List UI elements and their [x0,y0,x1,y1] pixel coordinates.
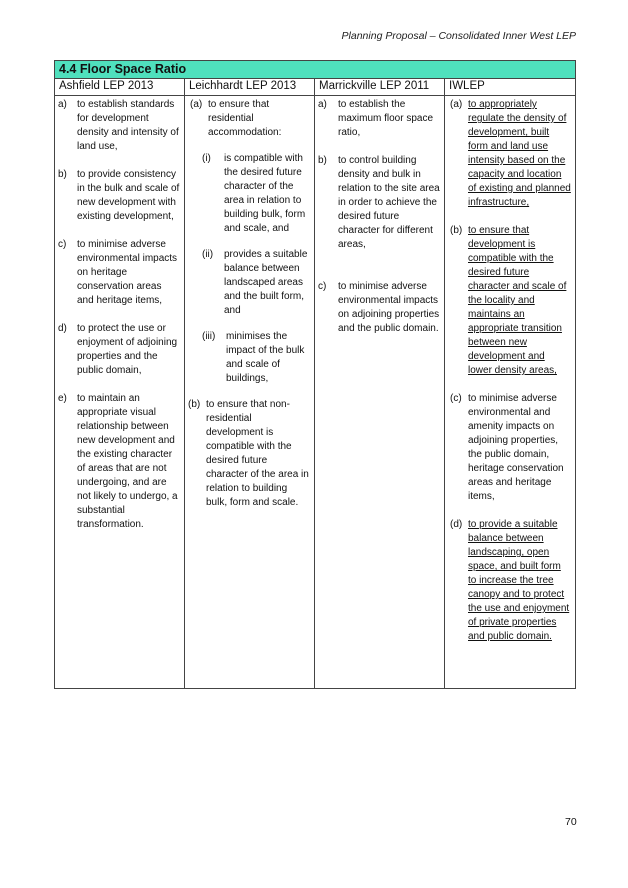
leichhardt-cell [185,96,315,689]
list-item: (b) to ensure that development is compatible with the desired future character and scale of the locality and maintains an appropriate transition between new development and lower density areas, [450,225,567,376]
list-item: b) to provide consistency in the bulk and scale of new development with existing development, [58,169,180,222]
list-item: (b) to ensure that non-residential development is compatible with the desired future character of the area in relation to building bulk, form and scale. [188,399,309,508]
list-item: (a) to ensure that residential accommodation: [190,99,282,138]
column-header-ashfield: Ashfield LEP 2013 [55,79,185,96]
floor-space-ratio-table [54,60,576,689]
list-item: a) to establish standards for development density and intensity of land use, [58,99,179,152]
column-header-iwlep: IWLEP [445,79,576,96]
sub-list-item: (iii) minimises the impact of the bulk and scale of buildings, [202,331,305,384]
list-item: c) to minimise adverse environmental impacts on adjoining properties and the public domain. [318,281,440,334]
list-item: b) to control building density and bulk in relation to the site area in order to achieve the desired future character for different areas, [318,155,440,250]
page-header: Planning Proposal – Consolidated Inner West LEP [341,30,576,42]
list-item: d) to protect the use or enjoyment of adjoining properties and the public domain, [58,323,178,376]
list-item: e) to maintain an appropriate visual relationship between new development and the existing character of areas that are not undergoing, and are not likely to undergo, a substantial transformation. [58,393,178,530]
table-title: 4.4 Floor Space Ratio [55,61,576,79]
column-header-leichhardt: Leichhardt LEP 2013 [185,79,315,96]
sub-list-item: (ii) provides a suitable balance between landscaped areas and the built form, and [202,249,308,316]
list-item: c) to minimise adverse environmental impacts on heritage conservation areas and heritage items, [58,239,178,306]
iwlep-cell [445,96,576,689]
page-number: 70 [565,816,577,828]
list-item: (d) to provide a suitable balance between landscaping, open space, and built form to increase the tree canopy and to protect the use and enjoyment of private properties and public domain. [450,519,570,642]
ashfield-cell [55,96,185,689]
column-header-marrickville: Marrickville LEP 2011 [315,79,445,96]
list-item: (a) to appropriately regulate the density of development, built form and land use intensity based on the capacity and location of existing and planned infrastructure, [450,99,571,208]
list-item: (c) to minimise adverse environmental and amenity impacts on adjoining properties, the public domain, heritage conservation areas and heritage items, [450,393,564,502]
marrickville-cell [315,96,445,689]
list-item: a) to establish the maximum floor space ratio, [318,99,434,138]
sub-list-item: (i) is compatible with the desired future character of the area in relation to building bulk, form and scale, and [202,153,306,234]
